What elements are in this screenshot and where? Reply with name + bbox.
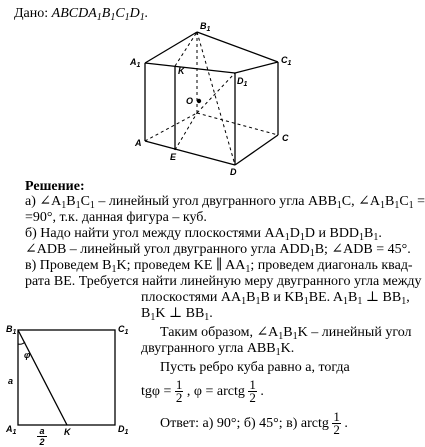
solution-a-line2	[25, 210, 207, 226]
subscript: 1	[124, 12, 130, 23]
subscript: 1	[379, 200, 385, 211]
label-letter: O	[186, 96, 194, 106]
answer-line	[160, 410, 348, 438]
text-run: B	[384, 194, 395, 209]
text-run: а) ∠A	[25, 194, 62, 209]
text-run: ; проведем диагональ квад-	[250, 258, 413, 273]
subscript: 1	[204, 312, 210, 323]
segment-b1-k	[18, 330, 67, 425]
text-run: ∠ADB – линейный угол двугранного угла ADD	[25, 242, 310, 257]
subscript: 1	[278, 331, 284, 342]
sq-label-b1	[6, 324, 16, 338]
label-letter: φ	[24, 350, 31, 360]
label-a	[135, 138, 142, 148]
solution-c-line4	[141, 306, 213, 322]
sq-label-a	[8, 376, 13, 386]
subscript: 1	[89, 200, 95, 211]
edge-d1-c1	[235, 62, 278, 73]
tg-mid: , φ = arctg	[186, 384, 245, 399]
text-run: C, ∠A	[341, 194, 380, 209]
label-letter: C	[281, 55, 288, 65]
answer-text: Ответ: а) 90°; б) 45°; в) arctg	[160, 416, 329, 431]
subscript: 1	[111, 264, 117, 275]
text-run: плоскостями AA	[141, 290, 242, 305]
angle-phi-arc	[18, 342, 25, 344]
label-letter: B	[6, 324, 13, 334]
text-run: D	[129, 6, 140, 21]
text-run: двугранного угла ABB	[141, 341, 276, 356]
text-run: B; ∠ADB = 45°.	[314, 242, 411, 257]
solution-b-line2	[25, 242, 411, 258]
text-run: B	[101, 6, 111, 21]
subscript: 1	[241, 296, 247, 307]
label-subscript: 1	[12, 429, 17, 436]
text-run: K – линейный угол	[297, 325, 412, 340]
edge-a1-d1	[145, 63, 235, 73]
text-run: D	[289, 226, 300, 241]
text-run: D и BDD	[304, 226, 360, 241]
text-run: C	[115, 6, 125, 21]
label-subscript: 1	[243, 81, 248, 88]
square-a1b1c1d1	[18, 330, 115, 425]
label-d	[230, 167, 237, 177]
text-run: BE. A	[308, 290, 343, 305]
solution-heading: Решение:	[25, 179, 85, 194]
text-run: ,	[406, 290, 410, 305]
subscript: 1	[96, 12, 102, 23]
text-run: – линейный угол двугранного угла ABB	[94, 194, 337, 209]
label-subscript: 1	[287, 60, 292, 67]
text-run: B	[141, 306, 151, 321]
subscript: 1	[110, 12, 116, 23]
diagonal-b-d1-hidden	[197, 73, 235, 113]
label-letter: K	[178, 66, 185, 76]
text-run: ⊥ BB	[362, 290, 402, 305]
subscript: 1	[408, 200, 414, 211]
answer-fraction: $\frac{1}{2}$	[333, 409, 340, 438]
sq-label-c1	[118, 324, 128, 338]
text-run: C	[399, 194, 409, 209]
text-run: рата BE. Требуется найти линейную меру двугранного угла между	[25, 274, 422, 289]
text-run: Пусть ребро куба равно a, тогда	[160, 360, 350, 375]
sq-label-half: a 2	[37, 426, 47, 447]
subscript: 1	[303, 296, 309, 307]
subscript: 1	[150, 312, 156, 323]
text-run: ABCDA	[51, 6, 97, 21]
subscript: 1	[359, 232, 365, 243]
label-subscript: 1	[124, 329, 129, 336]
subscript: 1	[284, 232, 290, 243]
label-c	[282, 133, 289, 143]
text-run: K; проведем KE ∥ AA	[116, 258, 246, 273]
edge-a-d	[145, 141, 235, 165]
subscript: 1	[309, 248, 315, 259]
edge-b-c-hidden	[197, 113, 278, 135]
label-c1	[281, 55, 291, 69]
text-run: в) Проведем B	[25, 258, 112, 273]
diagonal-b1-d-hidden	[197, 32, 235, 165]
text-run: =	[413, 194, 425, 209]
label-subscript: 1	[206, 26, 211, 33]
tg-formula	[141, 378, 264, 406]
label-letter: A	[130, 57, 137, 67]
text-run: =90°, т.к. данная фигура – куб.	[25, 210, 207, 225]
text-run: Таким образом, ∠A	[160, 325, 279, 340]
subscript: 1	[255, 296, 261, 307]
label-subscript: 1	[12, 329, 17, 336]
sq-label-a1	[6, 424, 16, 438]
text-run: B	[348, 290, 358, 305]
solution-b-line1	[25, 226, 382, 242]
segment-e-b-hidden	[175, 113, 197, 150]
text-run: B и KB	[260, 290, 304, 305]
text-run: б) Надо найти угол между плоскостями AA	[25, 226, 285, 241]
label-k	[178, 66, 185, 76]
subscript: 1	[373, 232, 379, 243]
subscript: 1	[401, 296, 407, 307]
sq-label-d1	[118, 424, 128, 438]
label-letter: D	[237, 76, 244, 86]
subscript: 1	[394, 200, 400, 211]
label-letter: E	[170, 152, 177, 162]
edge-d-c	[235, 135, 278, 165]
subscript: 1	[61, 200, 67, 211]
label-a1	[130, 57, 140, 71]
subscript: 1	[357, 296, 363, 307]
subscript: 1	[336, 200, 342, 211]
subscript: 1	[75, 200, 81, 211]
text-run: B	[364, 226, 374, 241]
text-run: .	[378, 226, 382, 241]
label-subscript: 1	[124, 429, 129, 436]
point-o	[197, 99, 201, 103]
label-letter: A	[6, 424, 13, 434]
segment-k-b1-hidden	[175, 32, 197, 66]
text-run: C	[80, 194, 90, 209]
label-d1	[237, 76, 247, 90]
edge-b1-c1	[197, 32, 278, 62]
text-run: .	[144, 6, 149, 21]
tg-lhs: tgφ =	[141, 384, 172, 399]
sq-label-k	[64, 427, 71, 437]
subscript: 1	[343, 296, 348, 307]
text-run: .	[209, 306, 213, 321]
solution-c-line6	[141, 341, 294, 357]
label-subscript: 1	[136, 62, 141, 69]
answer-end: .	[344, 416, 348, 431]
tg-fraction-1: $\frac{1}{2}$	[175, 377, 183, 406]
label-o	[186, 96, 193, 106]
solution-c-line5	[160, 325, 412, 341]
text-run: K.	[280, 341, 295, 356]
solution-a-line1	[25, 194, 425, 210]
text-run: K ⊥ BB	[155, 306, 205, 321]
label-letter: C	[282, 133, 289, 143]
tg-end: .	[260, 384, 264, 399]
subscript: 1	[299, 232, 305, 243]
subscript: 1	[245, 264, 251, 275]
label-letter: a	[8, 376, 14, 386]
solution-c-line2	[25, 274, 422, 290]
subscript: 1	[139, 12, 145, 23]
sq-label-phi	[24, 350, 30, 360]
solution-c-line7	[160, 360, 350, 376]
label-letter: A	[135, 138, 142, 148]
subscript: 1	[275, 347, 281, 358]
solution-c-line3	[141, 290, 410, 306]
text-run: B	[283, 325, 293, 340]
subscript: 1	[292, 331, 298, 342]
edge-a1-b1	[145, 32, 197, 63]
label-letter: K	[64, 427, 71, 437]
edge-a-b-hidden	[145, 113, 197, 141]
label-letter: C	[118, 324, 125, 334]
tg-fraction-2: $\frac{1}{2}$	[249, 377, 256, 406]
label-letter: B	[200, 21, 207, 31]
text-run: B	[66, 194, 76, 209]
label-letter: D	[118, 424, 125, 434]
label-b1	[200, 21, 210, 35]
text-run: B	[246, 290, 256, 305]
label-letter: D	[230, 167, 237, 177]
given-label: Дано:	[14, 6, 49, 21]
solution-c-line1	[25, 258, 413, 274]
label-e	[170, 152, 176, 162]
